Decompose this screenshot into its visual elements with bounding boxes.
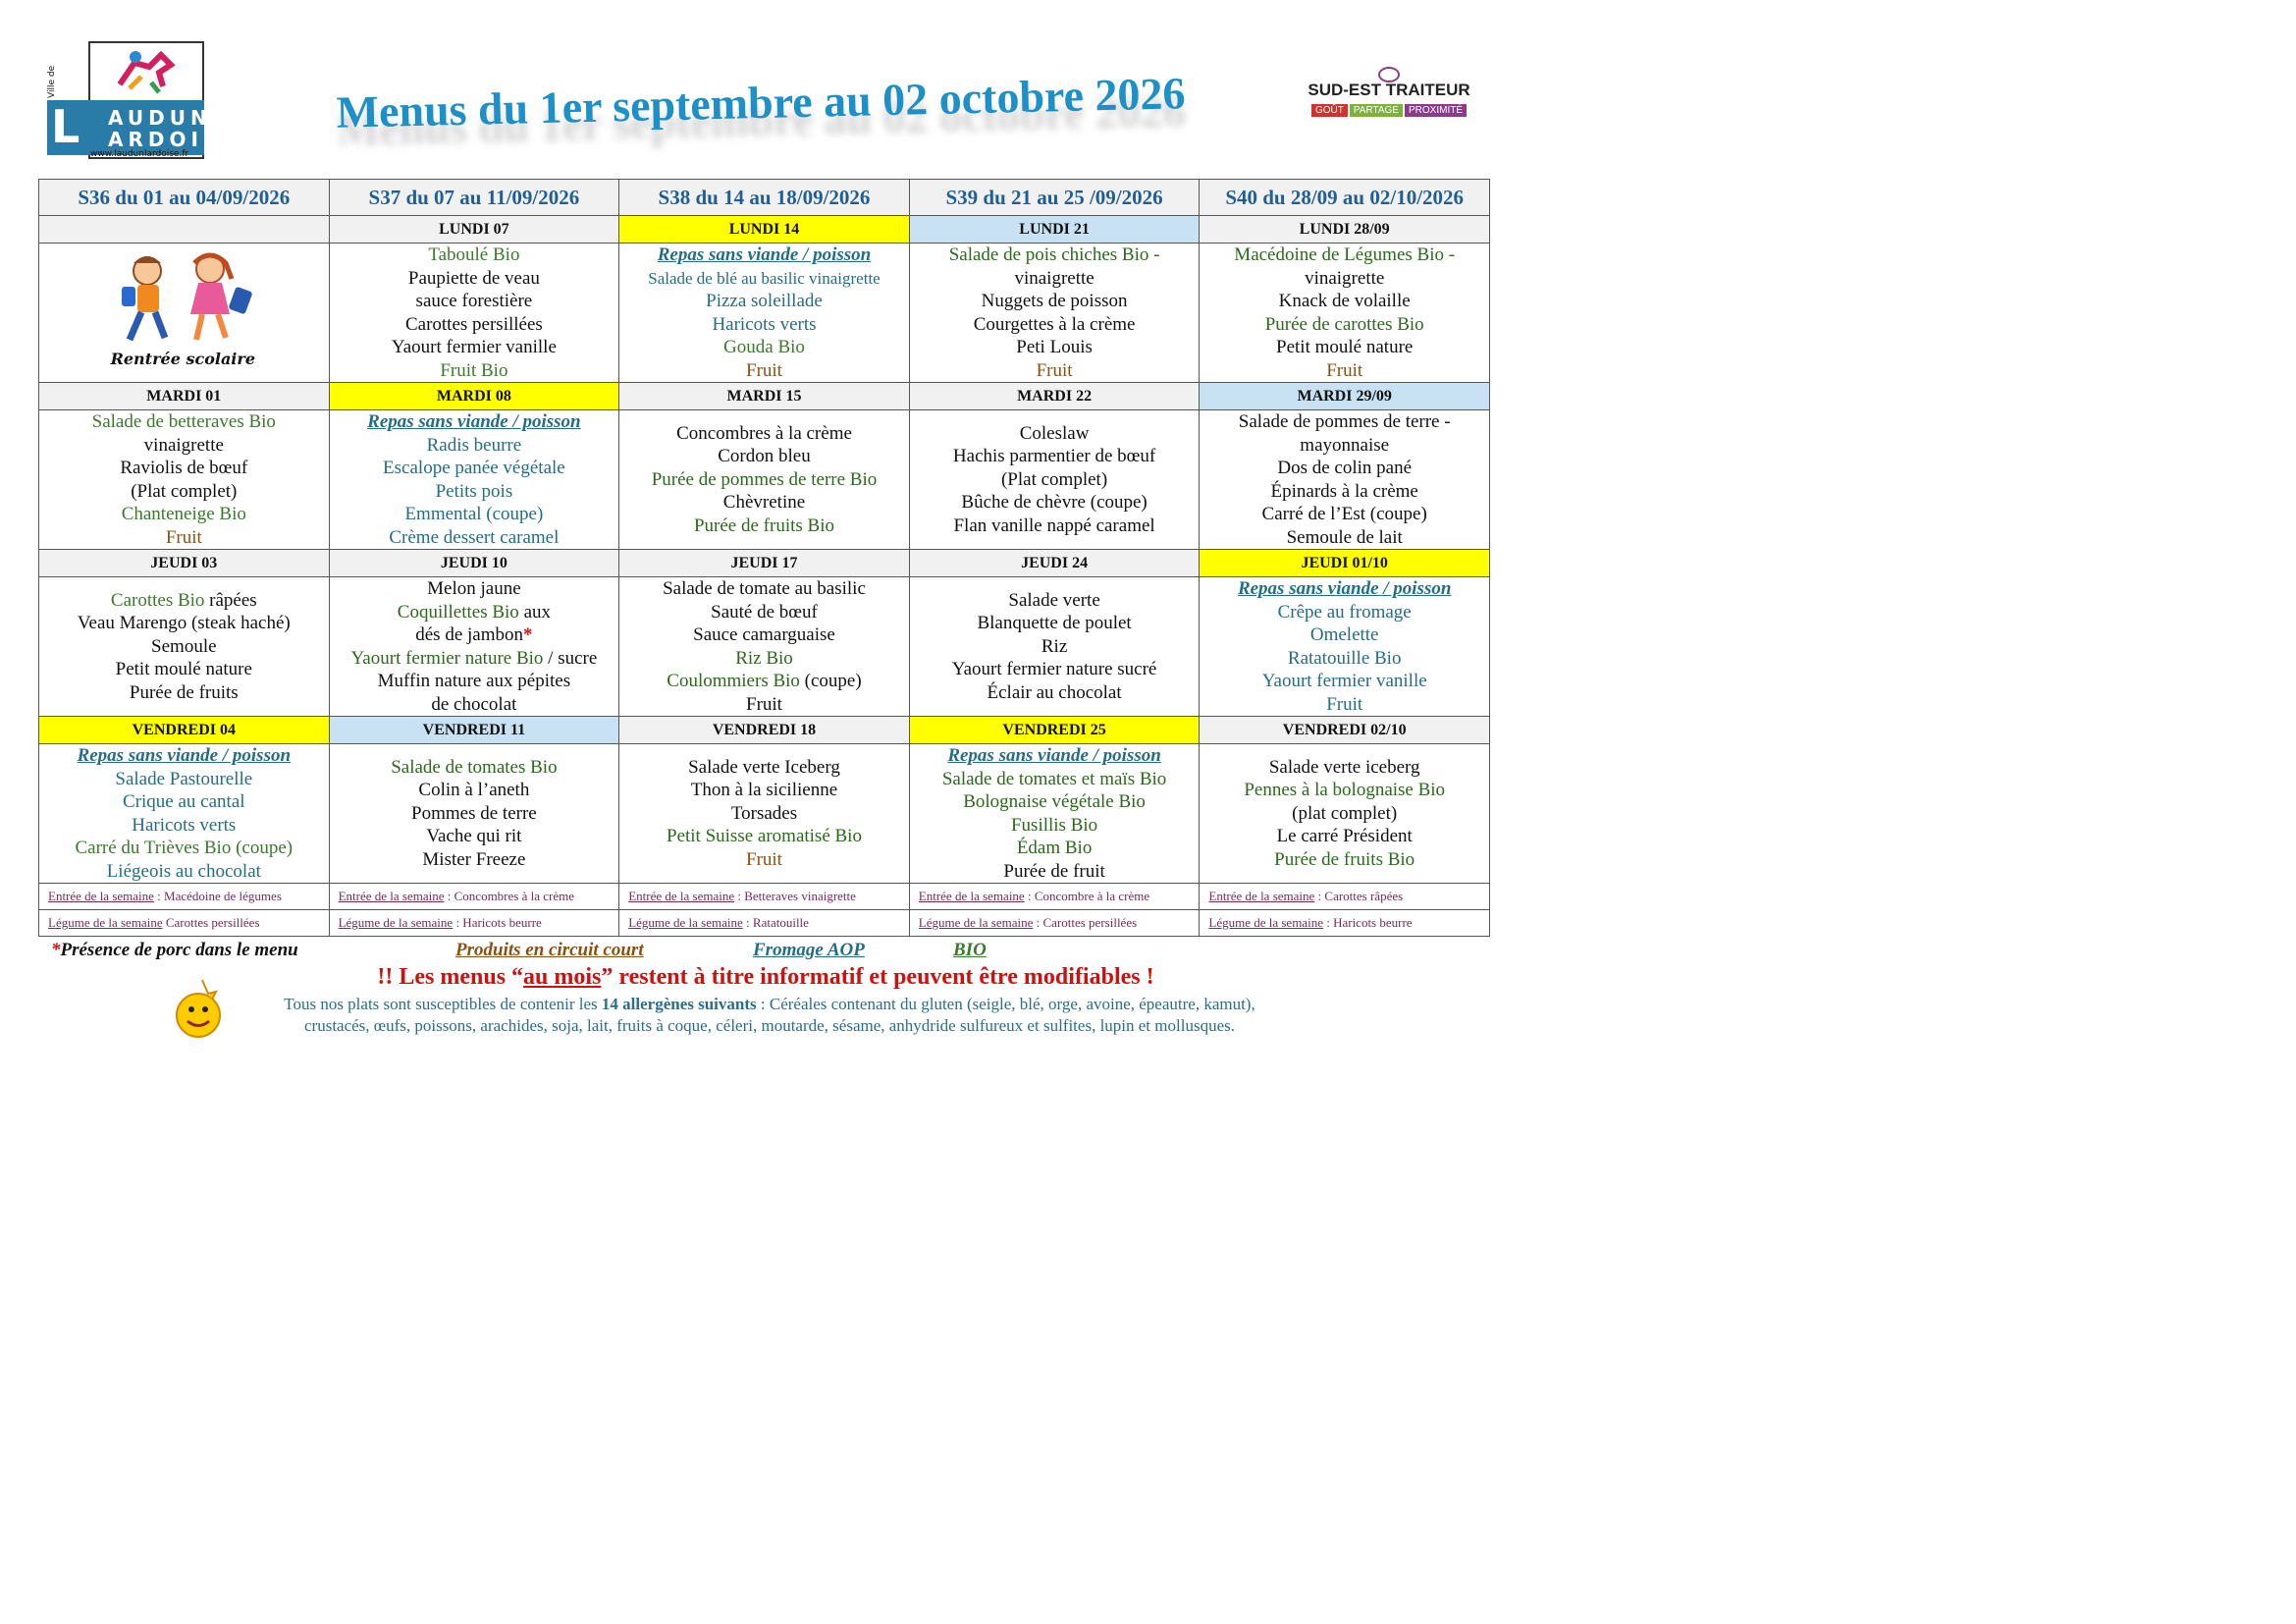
caterer-tag: PARTAGE bbox=[1350, 104, 1403, 117]
menu-item: Salade de tomate au basilic bbox=[663, 578, 866, 599]
day-label: MARDI 01 bbox=[39, 383, 330, 410]
menu-item-part: Coulommiers Bio bbox=[667, 671, 800, 691]
allergens-part: Tous nos plats sont susceptibles de contenir les bbox=[284, 995, 602, 1013]
entree-label: Entrée de la semaine bbox=[338, 889, 445, 903]
menu-item: Salade verte Iceberg bbox=[688, 756, 840, 778]
legend-porc bbox=[51, 940, 298, 961]
menu-item: sauce forestière bbox=[415, 291, 533, 311]
allergens-part: 14 allergènes suivants bbox=[601, 995, 757, 1013]
entree-value: : Betteraves vinaigrette bbox=[734, 889, 856, 903]
legume-value: : Ratatouille bbox=[742, 915, 809, 930]
menu-cell bbox=[619, 744, 910, 884]
vegetarian-label: Repas sans viande / poisson bbox=[1237, 578, 1452, 599]
legume-label: Légume de la semaine bbox=[918, 915, 1034, 930]
menu-item: Fruit bbox=[165, 526, 202, 548]
day-row-mardi bbox=[39, 383, 1490, 410]
menu-item: Radis beurre bbox=[426, 434, 522, 456]
day-label: VENDREDI 25 bbox=[909, 717, 1200, 744]
entree-cell bbox=[1200, 884, 1490, 910]
page-title: Menus du 1er septembre au 02 octobre 2026 bbox=[336, 68, 1186, 137]
menu-item: Mister Freeze bbox=[422, 848, 526, 870]
menu-cell bbox=[619, 410, 910, 550]
menu-item: Petit moulé nature bbox=[115, 659, 252, 680]
menu-item: Sauce camarguaise bbox=[693, 624, 835, 645]
menu-item: Bûche de chèvre (coupe) bbox=[961, 492, 1148, 514]
menu-item: Yaourt fermier nature sucré bbox=[951, 659, 1157, 680]
menu-cell bbox=[1200, 744, 1490, 884]
menu-item: Fruit bbox=[746, 693, 782, 715]
day-label: LUNDI 28/09 bbox=[1200, 216, 1490, 244]
menu-item bbox=[330, 647, 619, 671]
legend-aop: Fromage AOP bbox=[753, 940, 865, 960]
menu-item bbox=[39, 589, 329, 613]
week-header-row bbox=[39, 180, 1490, 216]
entree-row bbox=[39, 884, 1490, 910]
entree-label: Entrée de la semaine bbox=[628, 889, 735, 903]
menu-item: Petits pois bbox=[435, 480, 513, 502]
day-label: JEUDI 01/10 bbox=[1200, 550, 1490, 577]
menu-item: Muffin nature aux pépites bbox=[377, 671, 571, 691]
menu-item: Gouda Bio bbox=[723, 337, 805, 357]
menu-row-mardi bbox=[39, 410, 1490, 550]
menu-cell bbox=[909, 577, 1200, 717]
horse-icon bbox=[90, 43, 202, 102]
menu-item: Blanquette de poulet bbox=[977, 613, 1132, 634]
vegetarian-label: Repas sans viande / poisson bbox=[77, 745, 292, 766]
menu-row-jeudi bbox=[39, 577, 1490, 717]
menu-item: Carottes persillées bbox=[404, 313, 543, 335]
day-label: LUNDI 21 bbox=[909, 216, 1200, 244]
logo-box bbox=[47, 100, 240, 155]
legume-label: Légume de la semaine bbox=[628, 915, 743, 930]
menu-item: Salade Pastourelle bbox=[115, 768, 253, 789]
menu-item: Édam Bio bbox=[1016, 838, 1093, 858]
menu-cell bbox=[909, 244, 1200, 383]
menu-item: Semoule bbox=[151, 635, 217, 657]
legume-row bbox=[39, 910, 1490, 937]
day-label: JEUDI 17 bbox=[619, 550, 910, 577]
day-label: VENDREDI 02/10 bbox=[1200, 717, 1490, 744]
menu-item: Hachis parmentier de bœuf bbox=[952, 446, 1156, 467]
menu-row-vendredi bbox=[39, 744, 1490, 884]
menu-cell bbox=[1200, 410, 1490, 550]
menu-item: Fruit bbox=[746, 848, 782, 870]
menu-item: Purée de fruit bbox=[1003, 860, 1105, 882]
menu-item-part: dés de jambon bbox=[415, 624, 524, 645]
menu-item-part: Coquillettes Bio bbox=[397, 601, 519, 623]
menu-item: Dos de colin pané bbox=[1277, 458, 1413, 478]
menu-item: vinaigrette bbox=[1014, 267, 1095, 289]
town-logo bbox=[47, 41, 240, 163]
menu-item-part: (coupe) bbox=[799, 671, 862, 691]
allergens-line1 bbox=[230, 994, 1309, 1015]
legume-label: Légume de la semaine bbox=[48, 915, 163, 930]
entree-cell bbox=[619, 884, 910, 910]
menu-item-part: Yaourt fermier nature Bio bbox=[350, 647, 544, 669]
pork-marker: * bbox=[523, 624, 533, 645]
menu-item: Purée de fruits Bio bbox=[1274, 848, 1415, 870]
menu-item: Liégeois au chocolat bbox=[106, 860, 261, 882]
pork-marker: * bbox=[51, 940, 61, 960]
menu-item bbox=[330, 623, 619, 647]
legend-bio: BIO bbox=[953, 940, 987, 960]
day-row-lundi bbox=[39, 216, 1490, 244]
notice-part: !! Les menus “ bbox=[377, 964, 524, 990]
day-label: VENDREDI 18 bbox=[619, 717, 910, 744]
menu-item: Carré du Trièves Bio (coupe) bbox=[75, 838, 294, 858]
menu-item: Fruit bbox=[1326, 693, 1363, 715]
entree-value: : Concombre à la crème bbox=[1024, 889, 1150, 903]
entree-value: : Carottes râpées bbox=[1314, 889, 1404, 903]
menu-row-lundi bbox=[39, 244, 1490, 383]
rentree-cell bbox=[39, 244, 330, 383]
rentree-label: Rentrée scolaire bbox=[110, 350, 255, 368]
week-header: S39 du 21 au 25 /09/2026 bbox=[909, 180, 1200, 216]
menu-item: Purée de fruits bbox=[129, 681, 239, 703]
entree-cell bbox=[329, 884, 619, 910]
menu-cell bbox=[619, 577, 910, 717]
menu-item: Paupiette de veau bbox=[407, 267, 540, 289]
allergens-line2: crustacés, œufs, poissons, arachides, soja, lait, fruits à coque, céleri, moutarde, sésame, anhydride sulfureux et sulfites, lupin et mollusques. bbox=[304, 1016, 1235, 1035]
children-icon bbox=[100, 249, 267, 352]
allergens-part: : Céréales contenant du gluten (seigle, blé, orge, avoine, épeautre, kamut), bbox=[756, 995, 1255, 1013]
entree-value: : Concombres à la crème bbox=[444, 889, 574, 903]
vegetarian-label: Repas sans viande / poisson bbox=[947, 745, 1161, 766]
logo-url: www.laudunlardoise.fr bbox=[90, 149, 189, 159]
menu-cell bbox=[909, 410, 1200, 550]
menu-item: Semoule de lait bbox=[1286, 526, 1403, 548]
menu-item: Salade de pois chiches Bio - bbox=[948, 244, 1160, 265]
legume-value: : Haricots beurre bbox=[1322, 915, 1413, 930]
legume-value: Carottes persillées bbox=[162, 915, 260, 930]
menu-cell bbox=[329, 744, 619, 884]
menu-item: Salade de tomates et maïs Bio bbox=[941, 768, 1167, 789]
day-label: JEUDI 03 bbox=[39, 550, 330, 577]
notice-part: ” restent à titre informatif et peuvent être modifiables ! bbox=[601, 964, 1154, 990]
menu-item: Pennes à la bolognaise Bio bbox=[1244, 780, 1446, 801]
day-label: MARDI 15 bbox=[619, 383, 910, 410]
menu-item: Flan vanille nappé caramel bbox=[953, 514, 1155, 536]
menu-item: Emmental (coupe) bbox=[404, 504, 544, 524]
day-row-vendredi bbox=[39, 717, 1490, 744]
entree-cell bbox=[39, 884, 330, 910]
rentree-illustration bbox=[100, 249, 267, 377]
menu-item: Purée de pommes de terre Bio bbox=[651, 468, 878, 490]
day-label: JEUDI 24 bbox=[909, 550, 1200, 577]
menu-item: vinaigrette bbox=[1305, 267, 1385, 289]
menu-item: Yaourt fermier vanille bbox=[391, 337, 557, 357]
entree-label: Entrée de la semaine bbox=[918, 889, 1025, 903]
menu-item: Concombres à la crème bbox=[676, 422, 852, 444]
menu-item-part: râpées bbox=[209, 589, 257, 611]
menu-item: Colin à l’aneth bbox=[418, 780, 530, 801]
caterer-tag: GOÛT bbox=[1311, 104, 1348, 117]
day-label: VENDREDI 04 bbox=[39, 717, 330, 744]
week-header: S40 du 28/09 au 02/10/2026 bbox=[1200, 180, 1490, 216]
menu-item: Petit moulé nature bbox=[1276, 337, 1414, 357]
day-label bbox=[39, 216, 330, 244]
menu-item: Pommes de terre bbox=[411, 802, 537, 824]
day-label: VENDREDI 11 bbox=[329, 717, 619, 744]
menu-cell bbox=[329, 410, 619, 550]
menu-item: Carré de l’Est (coupe) bbox=[1261, 504, 1427, 524]
menu-item-part: / sucre bbox=[543, 647, 598, 669]
menu-item: Courgettes à la crème bbox=[973, 313, 1136, 335]
menu-item: Taboulé Bio bbox=[428, 244, 520, 265]
legume-cell bbox=[619, 910, 910, 937]
week-header: S36 du 01 au 04/09/2026 bbox=[39, 180, 330, 216]
logo-ville-text: Ville de bbox=[47, 65, 57, 98]
legume-cell bbox=[1200, 910, 1490, 937]
day-label: JEUDI 10 bbox=[329, 550, 619, 577]
legume-value: : Haricots beurre bbox=[453, 915, 542, 930]
menu-cell bbox=[39, 410, 330, 550]
menu-item: Coleslaw bbox=[1019, 422, 1090, 444]
legend-circuit: Produits en circuit court bbox=[455, 940, 644, 960]
day-label: MARDI 29/09 bbox=[1200, 383, 1490, 410]
legume-cell bbox=[909, 910, 1200, 937]
menu-cell bbox=[329, 577, 619, 717]
menu-cell bbox=[1200, 244, 1490, 383]
week-header: S37 du 07 au 11/09/2026 bbox=[329, 180, 619, 216]
allergens-text bbox=[230, 994, 1309, 1037]
week-header: S38 du 14 au 18/09/2026 bbox=[619, 180, 910, 216]
menu-item: Salade de blé au basilic vinaigrette bbox=[648, 268, 881, 288]
menu-item-part: aux bbox=[523, 601, 551, 623]
notice-text bbox=[0, 964, 1531, 991]
menu-item: Escalope panée végétale bbox=[383, 458, 565, 478]
menu-item: (Plat complet) bbox=[1000, 468, 1108, 490]
legend-porc-text: Présence de porc dans le menu bbox=[60, 940, 298, 960]
menu-item: Vache qui rit bbox=[426, 826, 522, 847]
menu-item: Ratatouille Bio bbox=[1287, 647, 1402, 669]
menu-item: Riz bbox=[1041, 635, 1068, 657]
menu-item: Salade verte iceberg bbox=[1268, 756, 1420, 778]
vegetarian-label: Repas sans viande / poisson bbox=[657, 244, 872, 265]
menu-item: Bolognaise végétale Bio bbox=[963, 791, 1146, 812]
menu-item bbox=[330, 601, 619, 624]
caterer-logo bbox=[1302, 67, 1476, 117]
menu-item: Salade de tomates Bio bbox=[391, 756, 558, 778]
menu-item: Salade verte bbox=[1008, 589, 1100, 611]
menu-item: Le carré Président bbox=[1276, 826, 1413, 847]
menu-item: Peti Louis bbox=[1016, 337, 1093, 357]
menu-cell bbox=[39, 744, 330, 884]
vegetarian-label: Repas sans viande / poisson bbox=[367, 411, 581, 432]
menu-item: Veau Marengo (steak haché) bbox=[77, 613, 291, 634]
menu-item: Fruit bbox=[746, 359, 782, 381]
menu-item: Petit Suisse aromatisé Bio bbox=[667, 826, 862, 847]
menu-item: Chanteneige Bio bbox=[121, 504, 246, 524]
menu-item: Fusillis Bio bbox=[1010, 814, 1098, 836]
menu-item: Chèvretine bbox=[722, 492, 806, 514]
menu-item: Cordon bleu bbox=[718, 446, 811, 467]
legume-cell bbox=[329, 910, 619, 937]
logo-line1: AUDUN bbox=[108, 106, 212, 130]
menu-item: Crique au cantal bbox=[123, 791, 245, 812]
menu-item: Salade de pommes de terre - bbox=[1238, 411, 1451, 432]
legume-cell bbox=[39, 910, 330, 937]
menu-item: Pizza soleillade bbox=[706, 291, 823, 311]
entree-value: : Macédoine de légumes bbox=[153, 889, 282, 903]
menu-cell bbox=[39, 577, 330, 717]
menu-item: Purée de carottes Bio bbox=[1264, 313, 1424, 335]
menu-item: Macédoine de Légumes Bio - bbox=[1234, 244, 1456, 265]
menu-cell bbox=[909, 744, 1200, 884]
menu-item bbox=[619, 670, 909, 693]
menu-item: Crêpe au fromage bbox=[1277, 601, 1412, 623]
menu-item: Fruit bbox=[1326, 359, 1363, 381]
menu-item: Épinards à la crème bbox=[1270, 480, 1418, 502]
menu-item-part: Carottes Bio bbox=[110, 589, 205, 611]
menu-item: Knack de volaille bbox=[1278, 291, 1411, 311]
legume-label: Légume de la semaine bbox=[338, 915, 454, 930]
entree-cell bbox=[909, 884, 1200, 910]
menu-item: Sauté de bœuf bbox=[711, 601, 818, 623]
menu-item: (plat complet) bbox=[1292, 802, 1398, 824]
menu-item: Fruit bbox=[1036, 359, 1073, 381]
menu-item: Crème dessert caramel bbox=[389, 526, 560, 548]
logo-letter: L bbox=[51, 100, 80, 153]
day-label: MARDI 08 bbox=[329, 383, 619, 410]
logo-line2: ARDOISE bbox=[108, 128, 240, 151]
menu-item: Melon jaune bbox=[427, 578, 521, 599]
notice-part: au mois bbox=[523, 964, 602, 990]
entree-label: Entrée de la semaine bbox=[1208, 889, 1315, 903]
menu-item: (Plat complet) bbox=[131, 480, 238, 502]
menu-cell bbox=[619, 244, 910, 383]
menu-item: de chocolat bbox=[431, 693, 517, 715]
day-label: LUNDI 07 bbox=[329, 216, 619, 244]
menu-item: Riz Bio bbox=[735, 647, 793, 669]
menu-item: Omelette bbox=[1309, 624, 1379, 645]
menu-item: vinaigrette bbox=[143, 434, 224, 456]
day-label: MARDI 22 bbox=[909, 383, 1200, 410]
day-row-jeudi bbox=[39, 550, 1490, 577]
smiley-icon bbox=[173, 976, 228, 1039]
legume-label: Légume de la semaine bbox=[1208, 915, 1323, 930]
menu-item: Thon à la sicilienne bbox=[690, 780, 838, 801]
menu-item: Fruit Bio bbox=[440, 359, 508, 381]
day-label: LUNDI 14 bbox=[619, 216, 910, 244]
menu-item: mayonnaise bbox=[1300, 434, 1390, 456]
menu-item: Torsades bbox=[730, 802, 798, 824]
caterer-tag: PROXIMITÉ bbox=[1405, 104, 1467, 117]
menu-item: Purée de fruits Bio bbox=[693, 514, 834, 536]
caterer-name: SUD-EST TRAITEUR bbox=[1308, 81, 1470, 99]
menu-table bbox=[38, 179, 1490, 937]
legume-value: : Carottes persillées bbox=[1033, 915, 1138, 930]
menu-item: Salade de betteraves Bio bbox=[91, 411, 276, 432]
menu-item: Haricots verts bbox=[132, 814, 237, 836]
menu-cell bbox=[1200, 577, 1490, 717]
menu-item: Yaourt fermier vanille bbox=[1261, 671, 1427, 691]
menu-cell bbox=[329, 244, 619, 383]
menu-item: Haricots verts bbox=[712, 313, 817, 335]
menu-item: Nuggets de poisson bbox=[981, 291, 1128, 311]
entree-label: Entrée de la semaine bbox=[48, 889, 154, 903]
menu-item: Raviolis de bœuf bbox=[120, 458, 248, 478]
caterer-tags bbox=[1302, 104, 1476, 117]
menu-item: Éclair au chocolat bbox=[987, 681, 1122, 703]
